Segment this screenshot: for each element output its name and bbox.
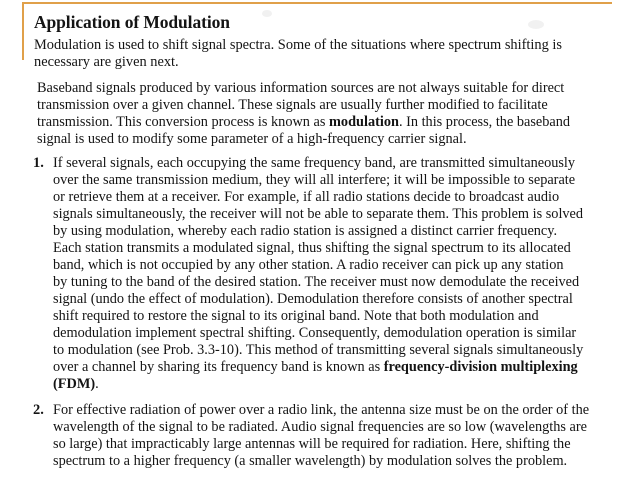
side-rule (22, 2, 24, 60)
list-number: 1. (33, 155, 44, 171)
text-span: transmission. This conversion process is known as (37, 114, 330, 130)
list-item-line: by using modulation, whereby each radio station is assigned a distinct carrier frequency. (53, 223, 558, 239)
body-paragraph-line (37, 114, 570, 131)
intro-line: necessary are given next. (34, 54, 179, 70)
list-item-line: band, which is not occupied by any other station. A radio receiver can pick up any station (53, 257, 564, 273)
term-modulation: modulation (329, 114, 399, 130)
text-span: over a channel by sharing its frequency band is known as (53, 359, 384, 375)
list-item-line: Each station transmits a modulated signal, thus shifting the signal spectrum to its allocated (53, 240, 571, 256)
body-paragraph-line: Baseband signals produced by various information sources are not always suitable for direct (37, 80, 565, 96)
list-item-line: For effective radiation of power over a radio link, the antenna size must be on the order of the (53, 402, 590, 418)
intro-line: Modulation is used to shift signal spectra. Some of the situations where spectrum shifting is (34, 37, 562, 53)
list-item-line: spectrum to a higher frequency (a smaller wavelength) by modulation solves the problem. (53, 453, 568, 469)
body-paragraph-line: transmission over a given channel. These signals are usually further modified to facilitate (37, 97, 548, 113)
list-item-line: to modulation (see Prob. 3.3-10). This method of transmitting several signals simultaneously (53, 342, 584, 358)
list-item-line (53, 376, 99, 393)
list-item-line: so large) that impracticably large antennas will be required for radiation. Here, shifting the (53, 436, 571, 452)
scan-smudge (528, 20, 544, 29)
section-heading: Application of Modulation (34, 12, 230, 32)
list-item-line: by tuning to the band of the desired station. The receiver must now demodulate the received (53, 274, 580, 290)
list-item-line: shift required to restore the signal to its original band. Note that both modulation and (53, 308, 539, 324)
text-span: . In this process, the baseband (398, 114, 571, 130)
list-item-line: signal (undo the effect of modulation). Demodulation therefore consists of another spectral (53, 291, 573, 307)
text-span: . (95, 376, 99, 392)
top-rule (22, 2, 612, 4)
body-paragraph-line: signal is used to modify some parameter of a high-frequency carrier signal. (37, 131, 467, 147)
term-fdm: frequency-division multiplexing (383, 359, 578, 375)
list-number: 2. (33, 402, 44, 418)
list-item-line: or retrieve them at a receiver. For example, if all radio stations decide to broadcast audio (53, 189, 560, 205)
list-item-line (53, 359, 578, 376)
list-item-line: demodulation implement spectral shifting. Consequently, demodulation operation is similar (53, 325, 577, 341)
scan-smudge (262, 10, 272, 17)
term-fdm-abbrev: (FDM) (53, 376, 96, 392)
list-item-line: If several signals, each occupying the same frequency band, are transmitted simultaneously (53, 155, 576, 171)
list-item-line: over the same transmission medium, they will all interfere; it will be impossible to separate (53, 172, 576, 188)
list-item-line: signals simultaneously, the receiver will not be able to separate them. This problem is solved (53, 206, 584, 222)
list-item-line: wavelength of the signal to be radiated. Audio signal frequencies are so low (wavelengths are (53, 419, 587, 435)
